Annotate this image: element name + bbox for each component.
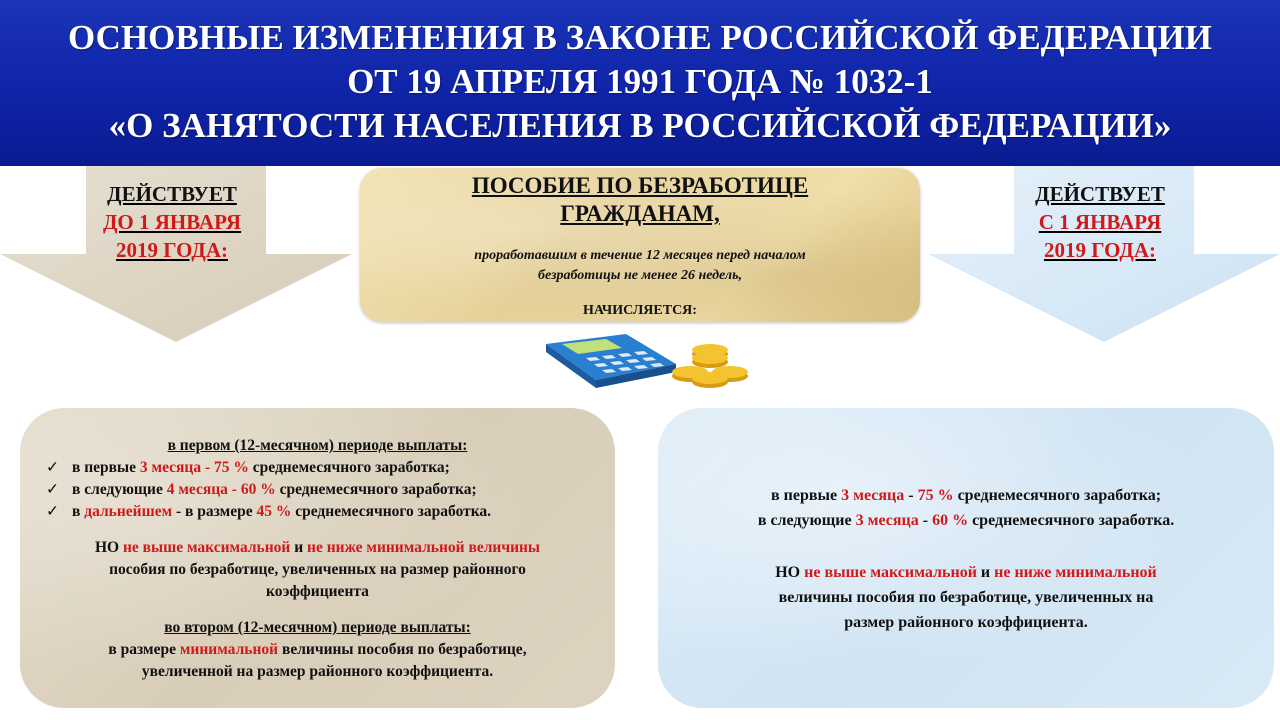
left-arrow-line1: ДЕЙСТВУЕТ xyxy=(107,182,237,206)
second-period-text-c: величины пособия по безработице, xyxy=(278,641,527,658)
checkmark-icon: ✓ xyxy=(46,503,59,520)
old-item-3-text-a: в xyxy=(72,503,85,520)
first-period-heading: в первом (12-месячном) периоде выплаты: xyxy=(167,437,468,454)
new-limit-line3: размер районного коэффициента. xyxy=(844,614,1088,631)
old-limit-and: и xyxy=(290,539,308,556)
header-title-line1: ОСНОВНЫЕ ИЗМЕНЕНИЯ В ЗАКОНЕ РОССИЙСКОЙ ФЕДЕРАЦИИ xyxy=(68,18,1212,57)
new-item-2-percent: 60 % xyxy=(932,512,969,529)
benefit-title xyxy=(360,172,920,228)
second-period-line2: увеличенной на размер районного коэффициента. xyxy=(141,663,494,680)
old-item-1-text-a: в первые xyxy=(72,459,140,476)
old-limit-line2: пособия по безработице, увеличенных на размер районного xyxy=(109,561,526,578)
old-limit-but: НО xyxy=(94,539,123,556)
old-item-1-highlight: 3 месяца - 75 % xyxy=(139,459,249,476)
new-limit-line2: величины пособия по безработице, увеличенных на xyxy=(778,589,1154,606)
new-limit-min: не ниже минимальной xyxy=(994,564,1157,581)
new-item-2-text-a: в следующие xyxy=(757,512,856,529)
new-limit-max: не выше максимальной xyxy=(804,564,977,581)
benefit-condition xyxy=(400,246,880,286)
checkmark-icon: ✓ xyxy=(46,481,59,498)
old-item-2-text-a: в следующие xyxy=(72,481,167,498)
old-item-3 xyxy=(46,502,491,523)
old-item-3-text-c: - в размере xyxy=(172,503,257,520)
old-limit-min: не ниже минимальной величины xyxy=(307,539,541,556)
old-limit-line3: коэффициента xyxy=(266,583,369,600)
right-arrow-label xyxy=(1010,180,1190,264)
benefit-condition-line1: проработавшим в течение 12 месяцев перед началом xyxy=(474,248,806,263)
right-arrow-line3: 2019 ГОДА: xyxy=(1044,238,1156,262)
old-item-1-text-c: среднемесячного заработка; xyxy=(248,459,450,476)
new-item-2-months: 3 месяца xyxy=(855,512,919,529)
new-item-1-months: 3 месяца xyxy=(841,487,905,504)
new-item-2-text-e: среднемесячного заработка. xyxy=(968,512,1175,529)
new-item-1-percent: 75 % xyxy=(917,487,954,504)
checkmark-icon: ✓ xyxy=(46,459,59,476)
old-item-1 xyxy=(46,458,450,479)
old-item-3-highlight-percent: 45 % xyxy=(256,503,292,520)
old-item-2 xyxy=(46,480,477,501)
header-title-line2: ОТ 19 АПРЕЛЯ 1991 ГОДА № 1032-1 xyxy=(347,62,933,101)
benefit-title-line2: ГРАЖДАНАМ, xyxy=(560,201,720,226)
old-item-2-text-c: среднемесячного заработка; xyxy=(275,481,477,498)
benefit-title-box xyxy=(360,168,920,322)
benefit-title-line1: ПОСОБИЕ ПО БЕЗРАБОТИЦЕ xyxy=(471,173,809,198)
right-arrow-line2: С 1 ЯНВАРЯ xyxy=(1038,210,1162,234)
new-limit-but: НО xyxy=(775,564,805,581)
second-period-text-a: в размере xyxy=(108,641,180,658)
second-period-heading: во втором (12-месячном) периоде выплаты: xyxy=(164,619,471,636)
old-limit-line1 xyxy=(20,538,615,559)
old-item-2-highlight: 4 месяца - 60 % xyxy=(166,481,276,498)
new-limit-and: и xyxy=(976,564,995,581)
new-item-1-text-e: среднемесячного заработка; xyxy=(953,487,1162,504)
calculator-coins-icon xyxy=(540,330,755,400)
new-item-1 xyxy=(658,484,1274,508)
header-title-line3: «О ЗАНЯТОСТИ НАСЕЛЕНИЯ В РОССИЙСКОЙ ФЕДЕРАЦИИ» xyxy=(108,106,1172,145)
left-arrow-line3: 2019 ГОДА: xyxy=(116,238,228,262)
second-period-highlight: минимальной xyxy=(179,641,279,658)
page-header xyxy=(0,0,1280,166)
new-rules-panel xyxy=(658,408,1274,708)
new-item-2 xyxy=(658,509,1274,533)
second-period-line1 xyxy=(20,640,615,661)
new-item-1-text-a: в первые xyxy=(770,487,842,504)
new-item-1-dash: - xyxy=(904,487,918,504)
old-item-3-text-e: среднемесячного заработка. xyxy=(291,503,492,520)
left-arrow-line2: ДО 1 ЯНВАРЯ xyxy=(102,210,242,234)
benefit-condition-line2: безработицы не менее 26 недель, xyxy=(538,268,742,283)
right-arrow-line1: ДЕЙСТВУЕТ xyxy=(1035,182,1165,206)
new-item-2-dash: - xyxy=(918,512,933,529)
left-arrow-label xyxy=(82,180,262,264)
new-limit-line1 xyxy=(658,561,1274,585)
benefit-accrues-label: НАЧИСЛЯЕТСЯ: xyxy=(583,303,697,318)
old-limit-max: не выше максимальной xyxy=(122,539,291,556)
old-item-3-highlight-later: дальнейшем xyxy=(84,503,173,520)
old-rules-panel xyxy=(20,408,615,708)
